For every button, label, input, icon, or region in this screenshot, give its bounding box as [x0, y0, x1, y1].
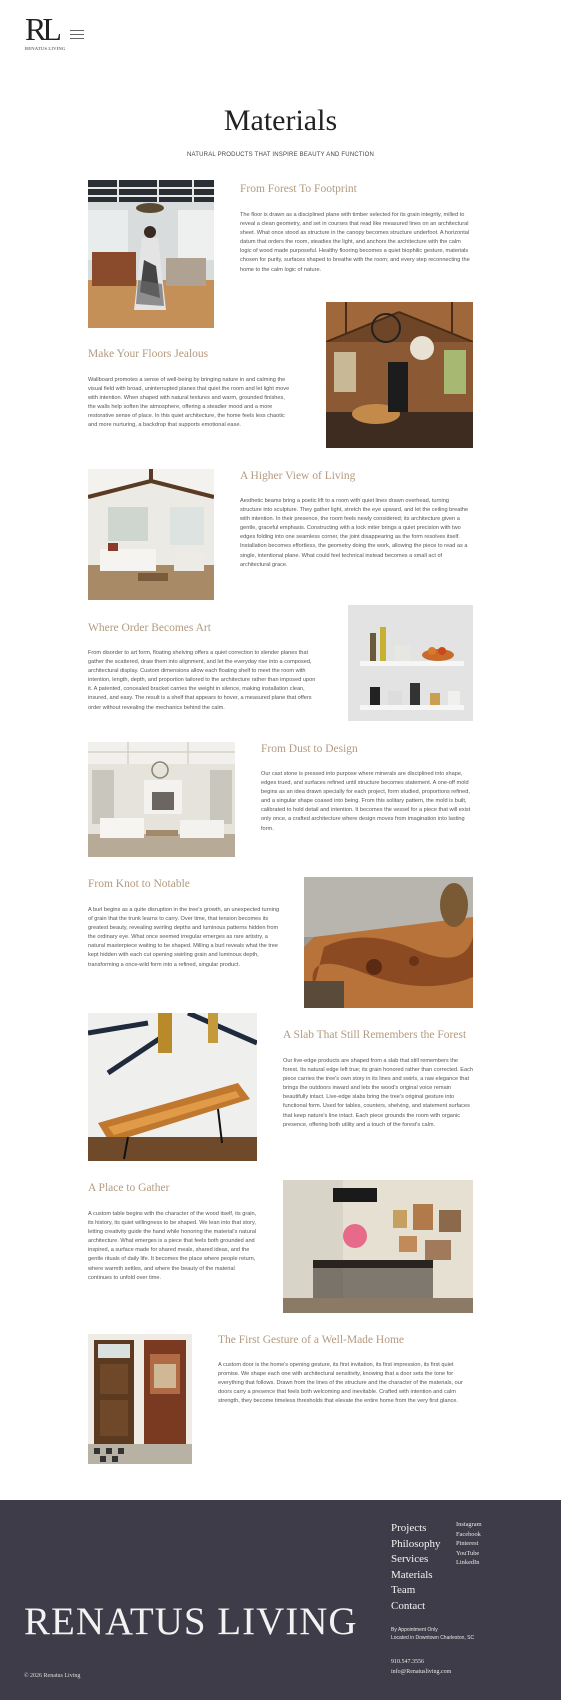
section-body: From disorder to art form, floating shelving offers a quiet correction to slender planes that gather the scattered, draw them into alignment, and let the everyday rise into a composed, architectural display. Custom dimensions allow each floating shelf to meet the room with intention, length, depth, and proportion tailored to the architecture rather than imposed upon it. A patented, concealed bracket carries the weight in silence, making installation clean, insured, and easy. The result is a shelf that appears to hover, a measured plane that offers order without revealing the mechanics behind the calm. [88, 650, 316, 711]
footer-copyright: © 2026 Renatus Living [24, 1673, 81, 1679]
logo[interactable] [25, 11, 69, 54]
section-title: A Higher View of Living [240, 470, 356, 482]
logo-mark: RL [25, 11, 58, 47]
footer-link-services[interactable]: Services [391, 1553, 429, 1565]
living-room-photo [88, 180, 214, 328]
social-link-youtube[interactable]: YouTube [456, 1549, 480, 1557]
footer-address [391, 1626, 474, 1642]
social-link-pinterest[interactable]: Pinterest [456, 1540, 479, 1548]
section-body: A burl begins as a quite disruption in the tree's growth, an unexpected turning of grain that the trunk learns to carry. Over time, that tension becomes its greatest beauty, revealing swirling depths and luminous patterns hidden from the ordinary eye. What once seemed irregular emerges as rare artistry, a natural masterpiece waiting to be shaped. Milling a burl reveals what the tree kept hidden with each cut opening swirling grain and luminous depth, transforming a once-wild form into a refined, singular product. [88, 907, 280, 968]
social-link-linkedin[interactable]: LinkedIn [456, 1559, 480, 1567]
section-title: Where Order Becomes Art [88, 622, 211, 634]
site-footer [0, 1500, 561, 1700]
section-body: A custom table begins with the character of the wood itself, its grain, its history, its quiet willingness to be shaped. We lean into that story, letting creativity guide the hand while honoring the material's natural architecture. What emerges is a piece that feels both grounded and inspired, a surface made for shared meals, shared ideas, and the gentle rituals of daily life. It becomes the place where people return, where warmth settles, and where the beauty of the material continues to unfold over time. [88, 1211, 257, 1281]
wood-ceiling-photo [326, 302, 473, 448]
beamed-living-room-photo [88, 469, 214, 600]
footer-contact [391, 1657, 451, 1677]
section-body: Wallboard promotes a sense of well-being by bringing nature in and calming the visual field with broad, uninterrupted planes that quiet the room and let light move with intention. When shaped with natural textures and warm, grounded finishes, the walls help soften the atmosphere, offering a steadier mood and a more restorative sense of place. In this quiet architecture, the home feels less chaotic and more nurturing, a backdrop that supports emotional ease. [88, 377, 290, 429]
custom-door-photo [88, 1334, 192, 1464]
section-title: From Forest To Footprint [240, 183, 357, 195]
footer-link-team[interactable]: Team [391, 1584, 416, 1596]
section-body: Our cast stone is pressed into purpose where minerals are disciplined into shape, edges trued, and surfaces refined until structure becomes statement. A one-off mold begins as an idea drawn specially for each project, form studied, proportions refined, and a singular shape coaxed into being. From this solitary pattern, the mold is built, calibrated to hold detail and intention. It becomes the vessel for a piece that will exist only once, a crafted architecture where design moves from imagination into lasting form. [261, 771, 471, 832]
address-line: By Appointment Only [391, 1627, 438, 1633]
section-body: Our live-edge products are shaped from a slab that still remembers the forest. Its natural edge left true; its grain honored rather than corrected. Each piece carries the tree's own story in its lines and swirls, a raw elegance that brings the outdoors inward and lets the wood's original voice remain beautifully intact. Live-edge slabs bring the tree's original gesture into functional form. Used for tables, counters, shelving, and statement surfaces that keep nature's line intact. Each piece grounds the room with organic presence, offering both utility and a touch of the forest's calm. [283, 1058, 473, 1128]
section-body: The floor is drawn as a disciplined plane with timber selected for its grain integrity, milled to reveal a clean geometry, and set in courses that read like measured lines on an architectural sheet. What once stood as structure in the canopy becomes structure underfoot. A horizontal datum that orders the room, steadies the light, and anchors the architecture with the calm logic of wood made purposeful. Healthy flooring becomes a quiet biophilic gesture, materials chosen for purity, surfaces shaped to breathe with the room; and every step reconnecting the home to the calm logic of nature. [240, 212, 470, 273]
phone-link[interactable]: 910.547.3556 [391, 1659, 424, 1665]
footer-link-projects[interactable]: Projects [391, 1522, 427, 1534]
section-body: Aesthetic beams bring a poetic lift to a room with quiet lines drawn overhead, turning structure into sculpture. They gather light, stretch the eye upward, and let the ceiling breathe with intention. In their presence, the room feels newly considered; its architecture given a gentle, graceful emphasis. Constructing with a lock miter brings a quiet precision with two edges folding into one seamless corner, the joint disappearing as the form resolves itself. Installation becomes effortless, the geometry doing the work, allowing the piece to read as a single, intentional plane. What could feel technical instead becomes a small act of architectural grace. [240, 498, 469, 568]
footer-link-materials[interactable]: Materials [391, 1568, 433, 1581]
section-title: A Slab That Still Remembers the Forest [283, 1029, 467, 1041]
logo-wordmark: RENATUS LIVING [25, 46, 66, 51]
footer-link-philosophy[interactable]: Philosophy [391, 1537, 441, 1550]
live-edge-slab-photo [88, 1013, 257, 1161]
cast-stone-room-photo [88, 742, 235, 857]
email-link[interactable]: info@Renatusliving.com [391, 1669, 452, 1675]
dining-table-photo [283, 1180, 473, 1313]
footer-brand: RENATUS LIVING [24, 1600, 358, 1643]
hamburger-menu-icon[interactable] [70, 30, 84, 40]
floating-shelves-photo [348, 605, 473, 721]
address-line: Located in Downtown Charleston, SC [391, 1635, 475, 1641]
footer-nav [391, 1521, 441, 1614]
section-title: From Dust to Design [261, 743, 358, 755]
page-subtitle: NATURAL PRODUCTS THAT INSPIRE BEAUTY AND FUNCTION [186, 152, 375, 158]
burl-wood-photo [304, 877, 473, 1008]
footer-social [456, 1520, 482, 1568]
social-link-facebook[interactable]: Facebook [456, 1530, 481, 1538]
section-title: The First Gesture of a Well-Made Home [218, 1334, 405, 1346]
section-body: A custom door is the home's opening gesture, its first invitation, its first impression, its first quiet promise. We shape each one with architectural sensitivity, knowing that a door sets the tone for everything that follows. Drawn from the lines of the structure and the character of the materials, our doors carry a presence that feels both welcoming and inevitable. Crafted with intention and calm strength, they become timeless thresholds that elevate the entire home from the very first glance. [218, 1362, 463, 1405]
section-title: Make Your Floors Jealous [88, 348, 209, 360]
social-link-instagram[interactable]: Instagram [456, 1521, 482, 1528]
section-title: A Place to Gather [88, 1182, 170, 1194]
page-title: Materials [223, 104, 338, 137]
section-title: From Knot to Notable [88, 878, 190, 890]
site-header [0, 0, 561, 70]
footer-link-contact[interactable]: Contact [391, 1599, 426, 1612]
